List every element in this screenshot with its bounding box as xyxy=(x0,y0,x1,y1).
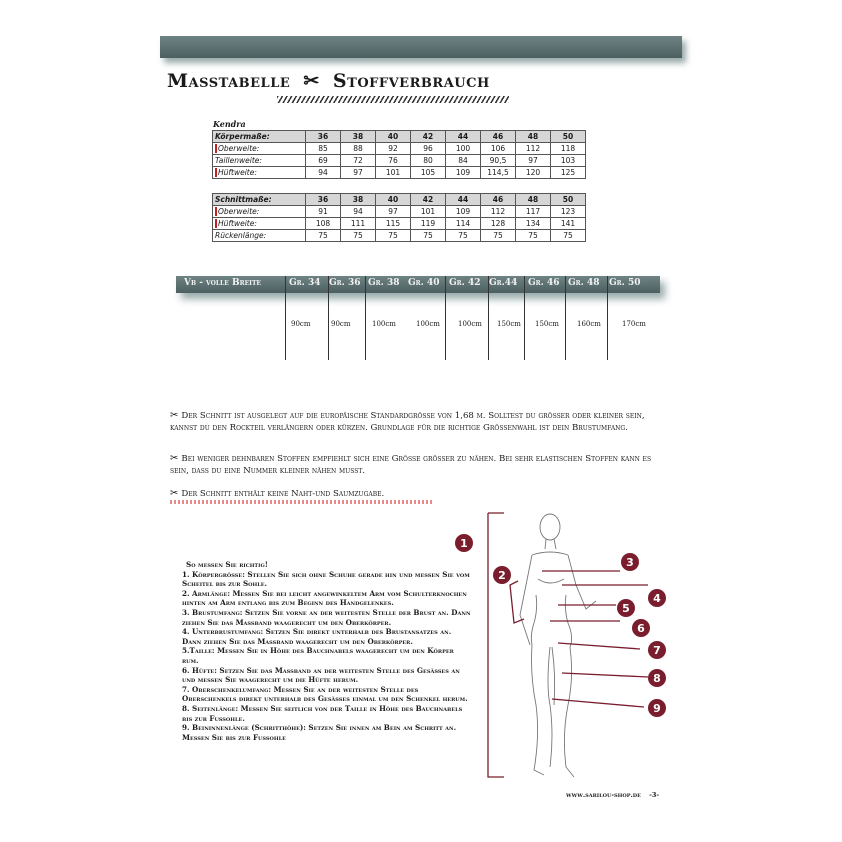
table-cell: 125 xyxy=(551,167,586,179)
table-cell: 111 xyxy=(341,218,376,230)
body-measurements-table xyxy=(212,130,586,179)
size-cell: 42 xyxy=(411,131,446,143)
badge-4 xyxy=(648,589,666,607)
title-masstabelle: Masstabelle xyxy=(167,70,291,92)
table-cell: 128 xyxy=(481,218,516,230)
badge-number: 8 xyxy=(653,672,661,685)
row-label xyxy=(213,218,306,230)
table-header-row xyxy=(213,131,586,143)
measuring-instructions xyxy=(182,560,472,742)
model-name: Kendra xyxy=(213,119,246,129)
table-cell: 84 xyxy=(446,155,481,167)
note-text: Der Schnitt enthält keine Naht-und Saumzugabe. xyxy=(181,489,385,499)
table-cell: 103 xyxy=(551,155,586,167)
table-cell: 106 xyxy=(481,143,516,155)
divider xyxy=(488,276,489,360)
red-marker xyxy=(215,144,217,153)
table-cell: 97 xyxy=(516,155,551,167)
table-row xyxy=(213,155,586,167)
table-row xyxy=(213,230,586,242)
badge-5 xyxy=(617,599,635,617)
table-cell: 91 xyxy=(306,206,341,218)
size-cell: 44 xyxy=(446,194,481,206)
fabric-size: Gr. 36 xyxy=(329,278,361,288)
table-cell: 69 xyxy=(306,155,341,167)
fabric-size: Gr. 42 xyxy=(449,278,481,288)
divider xyxy=(565,276,566,360)
divider xyxy=(285,276,286,360)
badge-number: 1 xyxy=(460,537,468,550)
divider xyxy=(365,276,366,360)
table-cell: 80 xyxy=(411,155,446,167)
table-header-label: Schnittmaße: xyxy=(213,194,306,206)
badge-number: 3 xyxy=(626,556,634,569)
note-text: Bei weniger dehnbaren Stoffen empfiehlt sich eine Grösse grösser zu nähen. Bei sehr elastischen Stoffen kann es sein, dass du eine Nummer kleiner nähen musst. xyxy=(170,454,652,476)
table-cell: 75 xyxy=(481,230,516,242)
table-cell: 88 xyxy=(341,143,376,155)
table-cell: 75 xyxy=(411,230,446,242)
badge-8 xyxy=(648,669,666,687)
row-label xyxy=(213,167,306,179)
table-cell: 115 xyxy=(376,218,411,230)
table-cell: 123 xyxy=(551,206,586,218)
instruction-item: 3. Brustumfang: Setzen Sie vorne an der weitesten Stelle der Brust an. Dann ziehen Sie das Massband waagerecht um den Oberkörper. xyxy=(182,607,471,627)
table-cell: 94 xyxy=(341,206,376,218)
title-underline xyxy=(277,96,509,103)
size-cell: 48 xyxy=(516,194,551,206)
size-cell: 50 xyxy=(551,131,586,143)
instruction-item: 9. Beininnenlänge (Schritthöhe): Setzen Sie innen am Bein am Schritt an. Messen Sie bis zur Fussohle xyxy=(182,723,457,742)
table-cell: 100 xyxy=(446,143,481,155)
fabric-label: Vb - volle Breite xyxy=(184,278,261,288)
badge-7 xyxy=(648,641,666,659)
table-row xyxy=(213,218,586,230)
table-cell: 114,5 xyxy=(481,167,516,179)
page-number: -3- xyxy=(649,791,660,799)
note-text: Der Schnitt ist ausgelegt auf die europäische Standardgrösse von 1,68 m. Solltest du grösser oder kleiner sein, kannst du den Rockteil verlängern oder kürzen. Grundlage für die richtige Grössenwahl ist dein Brustumfang. xyxy=(170,411,645,433)
table-cell: 97 xyxy=(341,167,376,179)
size-cell: 46 xyxy=(481,194,516,206)
table-header-row xyxy=(213,194,586,206)
table-cell: 72 xyxy=(341,155,376,167)
table-cell: 75 xyxy=(341,230,376,242)
divider xyxy=(445,276,446,360)
size-cell: 50 xyxy=(551,194,586,206)
table-cell: 112 xyxy=(516,143,551,155)
table-cell: 109 xyxy=(446,206,481,218)
fabric-size: Gr. 34 xyxy=(289,278,321,288)
table-cell: 141 xyxy=(551,218,586,230)
fabric-value: 150cm xyxy=(497,320,521,328)
table-cell: 75 xyxy=(446,230,481,242)
fabric-value: 100cm xyxy=(416,320,440,328)
measurement-figure xyxy=(460,505,680,795)
badge-number: 6 xyxy=(637,622,645,635)
row-label-text: Oberweite: xyxy=(218,143,260,153)
row-label-text: Hüftweite: xyxy=(218,167,257,177)
size-cell: 40 xyxy=(376,194,411,206)
table-cell: 108 xyxy=(306,218,341,230)
row-label: Rückenlänge: xyxy=(213,230,306,242)
table-cell: 119 xyxy=(411,218,446,230)
scissor-icon: ✂ xyxy=(303,70,320,92)
table-cell: 134 xyxy=(516,218,551,230)
size-cell: 36 xyxy=(306,131,341,143)
table-cell: 75 xyxy=(516,230,551,242)
red-marker xyxy=(215,219,217,228)
fabric-value: 150cm xyxy=(535,320,559,328)
instruction-item: 1. Körpergrösse: Stellen Sie sich ohne Schuhe gerade hin und messen Sie vom Scheitel bis zur Sohle. xyxy=(182,569,470,589)
badge-1 xyxy=(455,534,473,552)
size-cell: 38 xyxy=(341,194,376,206)
fabric-size: Gr. 50 xyxy=(609,278,641,288)
table-cell: 109 xyxy=(446,167,481,179)
note-fabric xyxy=(170,453,670,477)
fabric-size: Gr. 48 xyxy=(568,278,600,288)
divider xyxy=(607,276,608,360)
title-stoffverbrauch: Stoffverbrauch xyxy=(332,70,490,92)
table-cell: 101 xyxy=(376,167,411,179)
row-label-text: Hüftweite: xyxy=(218,218,257,228)
scissor-icon: ✂ xyxy=(170,410,179,421)
fabric-value: 160cm xyxy=(577,320,601,328)
table-cell: 75 xyxy=(376,230,411,242)
size-cell: 46 xyxy=(481,131,516,143)
instruction-item: 4. Unterbrustumfang: Setzen Sie direkt unterhalb des Brustansatzes an. Dann ziehen Sie das Massband waagerecht um den Oberkörper. xyxy=(182,627,452,646)
table-cell: 75 xyxy=(551,230,586,242)
fabric-size: Gr.44 xyxy=(489,278,518,288)
row-label xyxy=(213,206,306,218)
instruction-item: 6. Hüfte: Setzen Sie das Massband an der weitesten Stelle des Gesässes an und messen Sie waagerecht um die Hüfte herum. xyxy=(182,665,460,685)
size-cell: 44 xyxy=(446,131,481,143)
page-title xyxy=(167,70,490,92)
table-row xyxy=(213,167,586,179)
scissor-icon: ✂ xyxy=(170,453,179,464)
row-label xyxy=(213,143,306,155)
size-cell: 40 xyxy=(376,131,411,143)
table-cell: 117 xyxy=(516,206,551,218)
footer xyxy=(566,791,659,799)
instructions-heading: So messen Sie richtig! xyxy=(186,560,268,569)
scissor-icon: ✂ xyxy=(170,488,179,499)
size-cell: 42 xyxy=(411,194,446,206)
badge-number: 4 xyxy=(653,592,661,605)
instruction-item: 7. Oberschenkelumfang: Messen Sie an der weitesten Stelle des Oberschenkels direkt unterhalb des Gesässes einmal um den Schenkel herum. xyxy=(182,684,468,704)
table-cell: 101 xyxy=(411,206,446,218)
badge-2 xyxy=(493,566,511,584)
table-row xyxy=(213,206,586,218)
wavy-underline xyxy=(170,500,432,504)
fabric-value: 90cm xyxy=(291,320,311,328)
table-header-label: Körpermaße: xyxy=(213,131,306,143)
instruction-item: 5.Taille: Messen Sie in Höhe des Bauchnabels waagerecht um den Körper rum. xyxy=(182,646,454,665)
table-cell: 112 xyxy=(481,206,516,218)
red-marker xyxy=(215,168,217,177)
table-cell: 75 xyxy=(306,230,341,242)
size-cell: 36 xyxy=(306,194,341,206)
instruction-item: 2. Armlänge: Messen Sie bei leicht angewinkeltem Arm vom Schulterknochen hinten am Arm entlang bis zum Beginn des Handgelenkes. xyxy=(182,588,467,608)
fabric-value: 100cm xyxy=(458,320,482,328)
table-row xyxy=(213,143,586,155)
footer-url: www.sarilou-shop.de xyxy=(566,791,641,799)
badge-number: 9 xyxy=(653,702,661,715)
size-cell: 38 xyxy=(341,131,376,143)
table-cell: 94 xyxy=(306,167,341,179)
header-bar xyxy=(160,36,682,58)
row-label: Taillenweite: xyxy=(213,155,306,167)
table-cell: 97 xyxy=(376,206,411,218)
badge-number: 5 xyxy=(622,602,630,615)
note-size xyxy=(170,410,670,434)
fabric-value: 90cm xyxy=(331,320,351,328)
badge-3 xyxy=(621,553,639,571)
note-seam xyxy=(170,488,670,500)
badge-9 xyxy=(648,699,666,717)
red-marker xyxy=(215,207,217,216)
table-cell: 85 xyxy=(306,143,341,155)
cut-measurements-table xyxy=(212,193,586,242)
table-cell: 96 xyxy=(411,143,446,155)
instruction-item: 8. Seitenlänge: Messen Sie seitlich von der Taille in Höhe des Bauchnabels bis zur Fussohle. xyxy=(182,703,463,723)
table-cell: 92 xyxy=(376,143,411,155)
fabric-size: Gr. 40 xyxy=(408,278,440,288)
badge-number: 7 xyxy=(653,644,661,657)
table-cell: 114 xyxy=(446,218,481,230)
fabric-value: 170cm xyxy=(622,320,646,328)
table-cell: 90,5 xyxy=(481,155,516,167)
divider xyxy=(328,276,329,360)
badge-6 xyxy=(632,619,650,637)
fabric-size: Gr. 46 xyxy=(528,278,560,288)
divider xyxy=(524,276,525,360)
measurement-lines xyxy=(488,513,648,777)
row-label-text: Oberweite: xyxy=(218,206,260,216)
badge-number: 2 xyxy=(498,569,506,582)
fabric-size: Gr. 38 xyxy=(368,278,400,288)
size-cell: 48 xyxy=(516,131,551,143)
table-cell: 76 xyxy=(376,155,411,167)
table-cell: 120 xyxy=(516,167,551,179)
fabric-value: 100cm xyxy=(372,320,396,328)
table-cell: 105 xyxy=(411,167,446,179)
table-cell: 118 xyxy=(551,143,586,155)
